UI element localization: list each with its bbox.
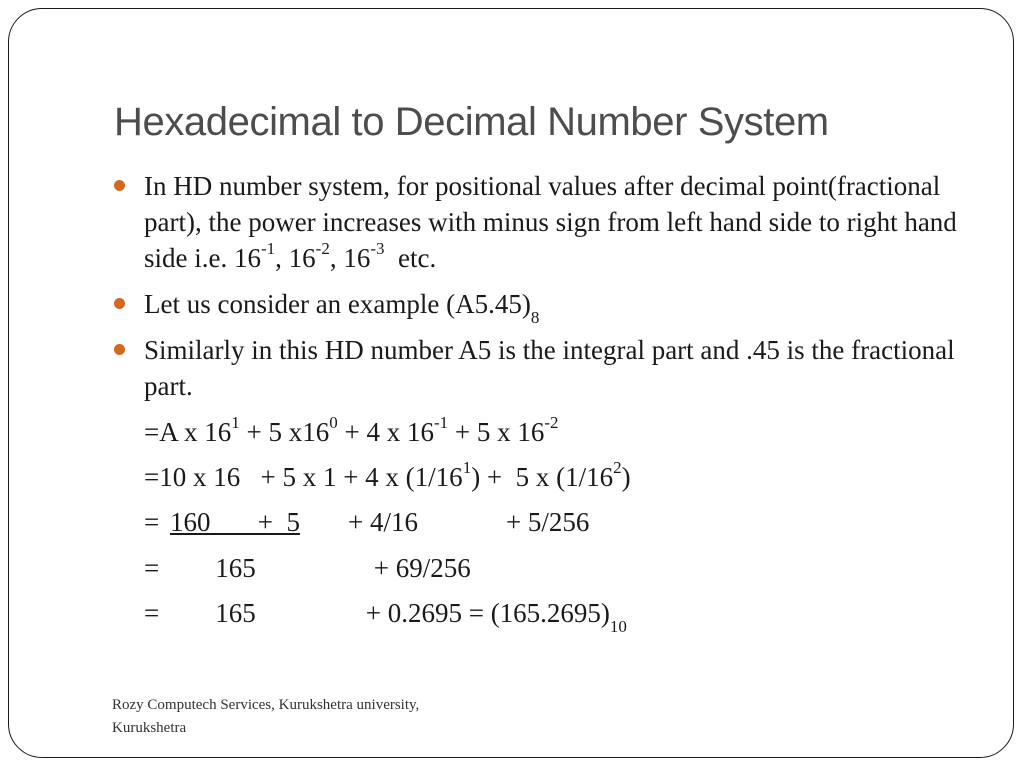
bullet-item-positional-values <box>144 168 974 276</box>
exponent: 1 <box>462 458 472 477</box>
equation-part: + 5 x16 <box>239 417 330 447</box>
slide-footer <box>112 694 419 740</box>
equation-line-4 <box>144 552 471 584</box>
bullet-text-part: , 16 <box>329 243 371 273</box>
equation-term: + 5/256 <box>505 507 590 537</box>
equation-term: + 4/16 <box>347 507 418 537</box>
equation-part: ) + 5 x (1/16 <box>471 462 614 492</box>
equation-term: 165 <box>215 598 256 628</box>
base-subscript: 8 <box>530 308 540 328</box>
bullet-text-main: In HD number system, for positional values after decimal point(fractional part), the power increases with minus sign from left hand side to right hand side i.e. 16 <box>144 171 957 273</box>
exponent: 1 <box>231 413 240 432</box>
equation-term: 165 <box>215 553 256 583</box>
bullet-text-main: Let us consider an example (A5.45) <box>144 289 531 319</box>
bullet-text <box>144 286 974 328</box>
equation-line-1 <box>144 413 559 448</box>
exponent: -1 <box>433 413 449 432</box>
bullet-text-part: , 16 <box>275 243 316 273</box>
exponent: 0 <box>329 413 338 432</box>
exponent: -2 <box>544 413 559 432</box>
bullet-item-example <box>144 286 974 328</box>
equation-part: ) <box>621 462 631 492</box>
bullet-text <box>144 168 974 276</box>
exponent: -2 <box>315 239 330 258</box>
equation-part: + 5 x 16 <box>448 417 545 447</box>
bullet-dot-icon <box>114 180 125 191</box>
equation-line-3 <box>144 506 589 538</box>
base-subscript: 10 <box>609 617 627 637</box>
equation-term: + 0.2695 = (165.2695) <box>365 598 610 628</box>
exponent: -1 <box>260 239 276 258</box>
equals-sign: = <box>144 598 160 628</box>
bullet-dot-icon <box>114 298 125 309</box>
equation-line-2 <box>144 458 631 493</box>
equation-part: + 4 x 16 <box>337 417 434 447</box>
bullet-text-part: etc. <box>384 243 437 273</box>
footer-line: Kurukshetra <box>112 720 187 736</box>
footer-line: Rozy Computech Services, Kurukshetra university, <box>112 697 420 713</box>
equation-part: =A x 16 <box>144 417 232 447</box>
bullet-text: Similarly in this HD number A5 is the integral part and .45 is the fractional part. <box>144 335 955 401</box>
underlined-sum: 160 + 5 <box>169 507 300 537</box>
bullet-dot-icon <box>114 344 125 355</box>
bullet-item-integral-fractional <box>144 332 974 404</box>
equation-part: =10 x 16 + 5 x 1 + 4 x (1/16 <box>144 462 463 492</box>
exponent: 2 <box>613 458 622 477</box>
equation-term: + 69/256 <box>373 553 471 583</box>
equation-line-5 <box>144 597 627 637</box>
equals-sign: = <box>144 507 166 537</box>
equals-sign: = <box>144 553 160 583</box>
exponent: -3 <box>370 239 385 258</box>
bullet-list <box>144 168 974 414</box>
slide-title: Hexadecimal to Decimal Number System <box>114 100 829 144</box>
